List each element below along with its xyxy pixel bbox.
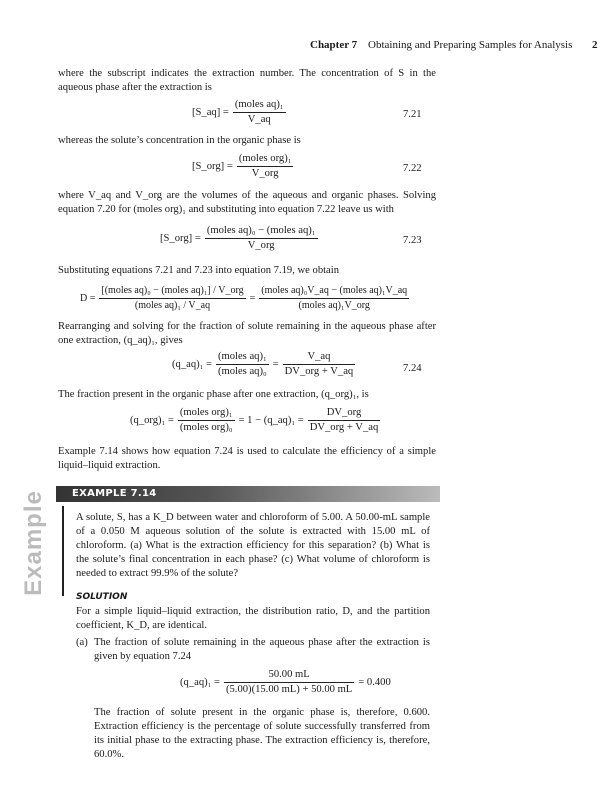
eq722-numerator: (moles org)₁ (237, 152, 294, 167)
paragraph-5: Rearranging and solving for the fraction of solute remaining in the aqueous phase after one extraction, (q_aq)₁, gives (58, 321, 436, 346)
paragraph-6: The fraction present in the organic phase after one extraction, (q_org)₁, is (58, 389, 369, 400)
eqD-lhs: D = (80, 292, 96, 304)
example-rule (62, 506, 64, 596)
eqorg-numerator-2: DV_org (308, 406, 381, 421)
chapter-title: Obtaining and Preparing Samples for Analysis (368, 39, 573, 51)
chapter-label: Chapter 7 (310, 39, 358, 51)
calc-lhs: (q_aq)₁ = (180, 676, 220, 688)
eqD-equals: = (249, 292, 256, 304)
example-banner-title: EXAMPLE 7.14 (72, 488, 157, 499)
example-banner (56, 486, 440, 502)
paragraph-2: whereas the solute’s concentration in the organic phase is (58, 135, 301, 146)
eq-number-7-23: 7.23 (403, 235, 422, 246)
running-header (0, 38, 600, 54)
eq722-lhs: [S_org] = (192, 160, 233, 172)
example-problem: A solute, S, has a K_D between water and chloroform of 5.00. A 50.00-mL sample of a 0.050 M aqueous solution of the solute is extracted with 15.00 mL of chloroform. (a) What is the extraction efficiency for this separation? (b) What is the solute’s final concentration in each phase? (c) What volume of chloroform is needed to extract 99.9% of the solute? (76, 512, 430, 579)
equation-organic-fraction (130, 406, 384, 435)
eq-number-7-22: 7.22 (403, 163, 422, 174)
solution-label: SOLUTION (76, 592, 128, 602)
eq721-lhs: [S_aq] = (192, 106, 229, 118)
equation-distribution-ratio (80, 284, 413, 313)
eq723-denominator: V_org (247, 240, 275, 251)
eqorg-numerator-1: (moles org)₁ (178, 406, 235, 421)
eq721-numerator: (moles aq)₁ (233, 98, 286, 113)
page-number: 2 (592, 39, 598, 51)
eqD-numerator-2: (moles aq)₀V_aq − (moles aq)₁V_aq (259, 284, 409, 299)
eq724-lhs: (q_aq)₁ = (172, 358, 212, 370)
eq724-denominator-1: (moles aq)₀ (217, 366, 267, 377)
eq724-equals: = (272, 358, 279, 370)
eqD-numerator-1: [(moles aq)₀ − (moles aq)₁] / V_org (99, 284, 245, 299)
example-calculation (180, 668, 395, 697)
solution-intro: For a simple liquid–liquid extraction, the distribution ratio, D, and the partition coefficient, K_D, are identical. (76, 606, 430, 631)
paragraph-7: Example 7.14 shows how equation 7.24 is used to calculate the efficiency of a simple liquid–liquid extraction. (58, 446, 436, 471)
equation-7-24 (172, 350, 359, 379)
paragraph-3: where V_aq and V_org are the volumes of the aqueous and organic phases. Solving equation 7.20 for (moles org)₁ and substituting into equation 7.22 leave us with (58, 190, 436, 215)
part-a-conclusion: The fraction of solute present in the organic phase is, therefore, 0.600. Extraction efficiency is the percentage of solute successfully transferred from its initial phase to the extracting phase. The extraction efficiency is, therefore, 60.0%. (94, 707, 430, 760)
eq724-numerator-1: (moles aq)₁ (216, 350, 269, 365)
example-side-text: Example (19, 490, 47, 596)
eq721-denominator: V_aq (247, 114, 271, 125)
eq724-numerator-2: V_aq (283, 350, 356, 365)
calc-denominator: (5.00)(15.00 mL) + 50.00 mL (225, 684, 353, 695)
paragraph-1: where the subscript indicates the extraction number. The concentration of S in the aqueous phase after the extraction is (58, 68, 436, 93)
paragraph-4: Substituting equations 7.21 and 7.23 into equation 7.19, we obtain (58, 265, 340, 276)
eq722-denominator: V_org (251, 168, 279, 179)
equation-7-21 (192, 98, 290, 127)
eqorg-middle: = 1 − (q_aq)₁ = (238, 414, 304, 426)
eqorg-denominator-1: (moles org)₀ (179, 422, 233, 433)
eqorg-lhs: (q_org)₁ = (130, 414, 174, 426)
eq723-numerator: (moles aq)₀ − (moles aq)₁ (205, 224, 318, 239)
eq723-lhs: [S_org] = (160, 232, 201, 244)
part-a-text: The fraction of solute remaining in the aqueous phase after the extraction is given by equation 7.24 (94, 637, 430, 662)
calc-numerator: 50.00 mL (224, 668, 354, 683)
eqorg-denominator-2: DV_org + V_aq (309, 422, 379, 433)
eqD-denominator-1: (moles aq)₁ / V_aq (134, 300, 211, 311)
eq724-denominator-2: DV_org + V_aq (284, 366, 354, 377)
eq-number-7-21: 7.21 (403, 109, 422, 120)
calc-result: = 0.400 (358, 676, 391, 688)
equation-7-23 (160, 224, 322, 253)
eqD-denominator-2: (moles aq)₁V_org (298, 300, 370, 311)
eq-number-7-24: 7.24 (403, 363, 422, 374)
example-side-label (19, 488, 73, 608)
equation-7-22 (192, 152, 297, 181)
part-a-label: (a) (76, 637, 88, 648)
